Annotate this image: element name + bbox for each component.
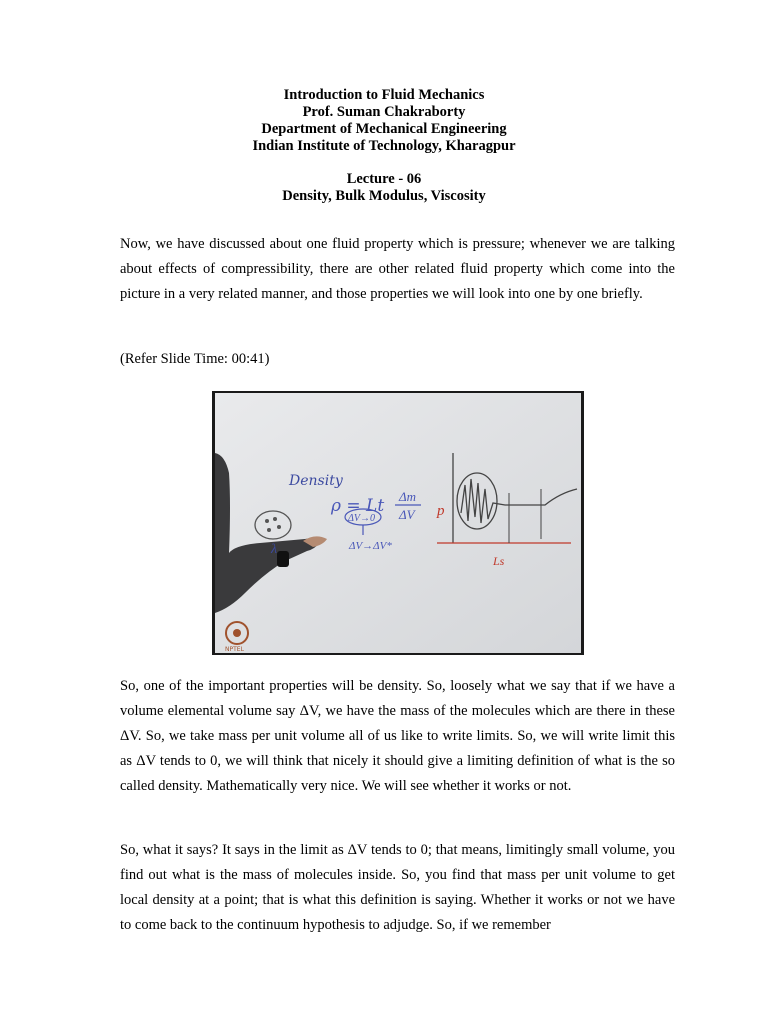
wristwatch bbox=[277, 551, 289, 567]
paragraph-intro: Now, we have discussed about one fluid property which is pressure; whenever we are talking about effects of compressibility, there are other related fluid property which come into the picture in a very related manner, and those properties we will look into one by one briefly. bbox=[120, 236, 675, 302]
lambda-label: λ bbox=[271, 542, 278, 557]
limit-label: ΔV→0 bbox=[348, 513, 375, 524]
professor-name: Prof. Suman Chakraborty bbox=[302, 104, 466, 120]
fraction-denominator: ΔV bbox=[399, 507, 415, 522]
paragraph-density: So, one of the important properties will be density. So, loosely what we say that if we have a volume elemental volume say ΔV, we have the mass of the molecules which are there in these ΔV. So, we take mass per unit volume all of us like to write limits. So, we will write limit this as ΔV tends to 0, we will think that nicely it should give a limiting definition of what is the so called density. Mathematically very nice. We will see whether it works or not. bbox=[120, 678, 675, 794]
slide-time-reference: (Refer Slide Time: 00:41) bbox=[120, 351, 270, 367]
lecture-number: Lecture - 06 bbox=[346, 171, 422, 187]
density-label: Density bbox=[289, 473, 343, 489]
course-title: Introduction to Fluid Mechanics bbox=[283, 87, 485, 103]
lecture-slide-image bbox=[212, 391, 584, 655]
institute-name: Indian Institute of Technology, Kharagpur bbox=[252, 138, 516, 154]
lecture-topic: Density, Bulk Modulus, Viscosity bbox=[282, 188, 486, 204]
whiteboard bbox=[215, 393, 581, 653]
paragraph-limit: So, what it says? It says in the limit as ΔV tends to 0; that means, limitingly small volume, you find out what is the mass of molecules inside. So, you find that mass per unit volume to get local density at a point; that is what this definition is saying. Whether it works or not we have to come back to the continuum hypothesis to adjudge. So, if we remember bbox=[120, 842, 675, 933]
graph-rho-label: p bbox=[437, 503, 445, 519]
rho-equation: ρ = Lt bbox=[331, 496, 385, 516]
graph-ls-label: Ls bbox=[493, 554, 505, 568]
fraction-numerator: Δm bbox=[399, 489, 417, 504]
department-name: Department of Mechanical Engineering bbox=[261, 121, 507, 137]
nptel-logo-text: NPTEL bbox=[225, 646, 244, 653]
whiteboard-drawing bbox=[215, 393, 581, 653]
document-header bbox=[0, 87, 768, 205]
limit-arrow-note: ΔV→ΔV* bbox=[349, 540, 392, 552]
